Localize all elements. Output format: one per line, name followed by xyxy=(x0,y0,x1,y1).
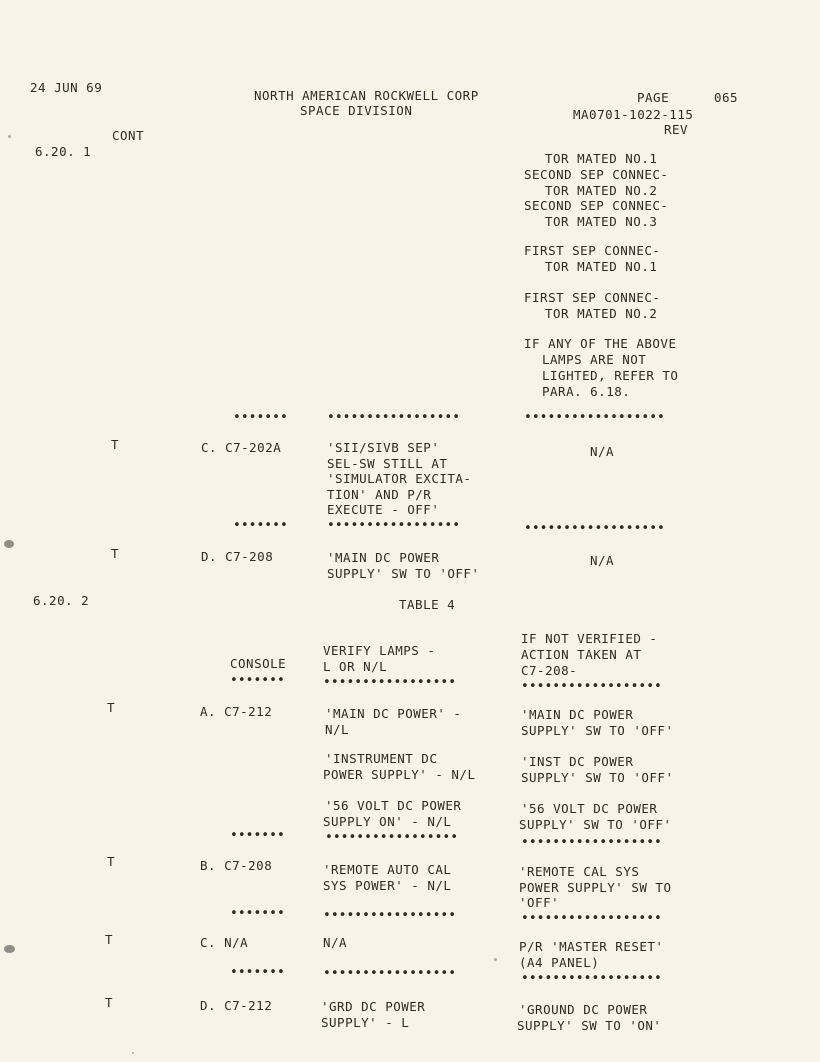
step-text: SEL-SW STILL AT xyxy=(327,456,448,471)
verify-text: '56 VOLT DC POWER xyxy=(325,798,462,813)
verify-text: 'MAIN DC POWER' - xyxy=(325,706,462,721)
separator: ••••••• xyxy=(233,410,288,425)
separator: ••••••• xyxy=(230,965,285,980)
document-date: 24 JUN 69 xyxy=(30,80,103,95)
action-text: SUPPLY' SW TO 'OFF' xyxy=(521,770,674,785)
separator: ••••••• xyxy=(230,673,285,688)
verify-text: SYS POWER' - N/L xyxy=(323,878,452,893)
section-number: 6.20. 2 xyxy=(33,593,90,608)
step-action: N/A xyxy=(590,444,615,459)
test-marker: T xyxy=(111,546,120,561)
column-header-action: ACTION TAKEN AT xyxy=(521,647,642,662)
division-name: SPACE DIVISION xyxy=(300,103,413,118)
action-text: 'MAIN DC POWER xyxy=(521,707,634,722)
step-id: D. C7-208 xyxy=(201,549,274,564)
action-text: 'REMOTE CAL SYS xyxy=(519,864,640,879)
separator: ••••••••••••••••• xyxy=(327,518,461,533)
test-marker: T xyxy=(105,932,114,947)
action-line: TOR MATED NO.1 xyxy=(545,151,658,166)
row-id: C. N/A xyxy=(200,935,249,950)
action-text: P/R 'MASTER RESET' xyxy=(519,939,664,954)
verify-text: N/A xyxy=(323,935,348,950)
row-id: A. C7-212 xyxy=(200,704,273,719)
step-text: EXECUTE - OFF' xyxy=(327,502,440,517)
action-text: SUPPLY' SW TO 'OFF' xyxy=(521,723,674,738)
action-text: 'OFF' xyxy=(519,895,560,910)
action-line: LIGHTED, REFER TO xyxy=(542,368,679,383)
step-text: 'MAIN DC POWER xyxy=(327,550,440,565)
column-header-action: C7-208- xyxy=(521,663,578,678)
step-text: SUPPLY' SW TO 'OFF' xyxy=(327,566,480,581)
action-text: POWER SUPPLY' SW TO xyxy=(519,880,672,895)
action-text: '56 VOLT DC POWER xyxy=(521,801,658,816)
test-marker: T xyxy=(107,700,116,715)
action-line: SECOND SEP CONNEC- xyxy=(524,167,669,182)
test-marker: T xyxy=(107,854,116,869)
column-header-verify: L OR N/L xyxy=(323,659,388,674)
step-text: TION' AND P/R xyxy=(327,487,432,502)
separator: •••••••••••••••••• xyxy=(524,410,665,425)
scan-speck xyxy=(4,540,14,548)
action-line: LAMPS ARE NOT xyxy=(542,352,647,367)
separator: •••••••••••••••••• xyxy=(524,521,665,536)
action-line: FIRST SEP CONNEC- xyxy=(524,290,661,305)
verify-text: SUPPLY ON' - N/L xyxy=(323,814,452,829)
column-header-console: CONSOLE xyxy=(230,656,287,671)
step-action: N/A xyxy=(590,553,615,568)
action-line: SECOND SEP CONNEC- xyxy=(524,198,669,213)
action-line: PARA. 6.18. xyxy=(542,384,631,399)
verify-text: 'INSTRUMENT DC xyxy=(325,751,438,766)
separator: ••••••••••••••••• xyxy=(323,908,457,923)
step-text: 'SII/SIVB SEP' xyxy=(327,440,440,455)
column-header-action: IF NOT VERIFIED - xyxy=(521,631,658,646)
document-number: MA0701-1022-115 xyxy=(573,107,694,122)
verify-text: SUPPLY' - L xyxy=(321,1015,410,1030)
company-name: NORTH AMERICAN ROCKWELL CORP xyxy=(254,88,479,103)
verify-text: 'REMOTE AUTO CAL xyxy=(323,862,452,877)
action-line: TOR MATED NO.3 xyxy=(545,214,658,229)
action-line: TOR MATED NO.2 xyxy=(545,183,658,198)
verify-text: N/L xyxy=(325,722,350,737)
row-id: D. C7-212 xyxy=(200,998,273,1013)
action-text: 'INST DC POWER xyxy=(521,754,634,769)
step-id: C. C7-202A xyxy=(201,440,282,455)
scan-speck xyxy=(8,135,11,138)
continued-label: CONT xyxy=(112,128,145,143)
scan-speck xyxy=(132,1052,134,1054)
action-line: TOR MATED NO.2 xyxy=(545,306,658,321)
row-id: B. C7-208 xyxy=(200,858,273,873)
separator: ••••••••••••••••• xyxy=(325,830,459,845)
section-number: 6.20. 1 xyxy=(35,144,92,159)
step-text: 'SIMULATOR EXCITA- xyxy=(327,471,472,486)
column-header-verify: VERIFY LAMPS - xyxy=(323,643,436,658)
separator: ••••••••••••••••• xyxy=(323,966,457,981)
separator: •••••••••••••••••• xyxy=(521,835,662,850)
separator: ••••••• xyxy=(230,828,285,843)
separator: ••••••• xyxy=(233,518,288,533)
test-marker: T xyxy=(111,437,120,452)
action-text: (A4 PANEL) xyxy=(519,955,600,970)
page-number: 065 xyxy=(714,90,739,105)
separator: •••••••••••••••••• xyxy=(521,971,662,986)
separator: •••••••••••••••••• xyxy=(521,679,662,694)
verify-text: POWER SUPPLY' - N/L xyxy=(323,767,476,782)
separator: ••••••• xyxy=(230,906,285,921)
separator: •••••••••••••••••• xyxy=(521,911,662,926)
scan-speck xyxy=(494,958,497,961)
separator: ••••••••••••••••• xyxy=(327,410,461,425)
action-text: SUPPLY' SW TO 'OFF' xyxy=(519,817,672,832)
revision-label: REV xyxy=(664,122,689,137)
scan-speck xyxy=(4,945,15,953)
test-marker: T xyxy=(105,995,114,1010)
separator: ••••••••••••••••• xyxy=(323,675,457,690)
action-line: FIRST SEP CONNEC- xyxy=(524,243,661,258)
verify-text: 'GRD DC POWER xyxy=(321,999,426,1014)
action-text: SUPPLY' SW TO 'ON' xyxy=(517,1018,662,1033)
action-line: TOR MATED NO.1 xyxy=(545,259,658,274)
table-title: TABLE 4 xyxy=(399,597,456,612)
page-label: PAGE xyxy=(637,90,670,105)
action-text: 'GROUND DC POWER xyxy=(519,1002,648,1017)
action-line: IF ANY OF THE ABOVE xyxy=(524,336,677,351)
